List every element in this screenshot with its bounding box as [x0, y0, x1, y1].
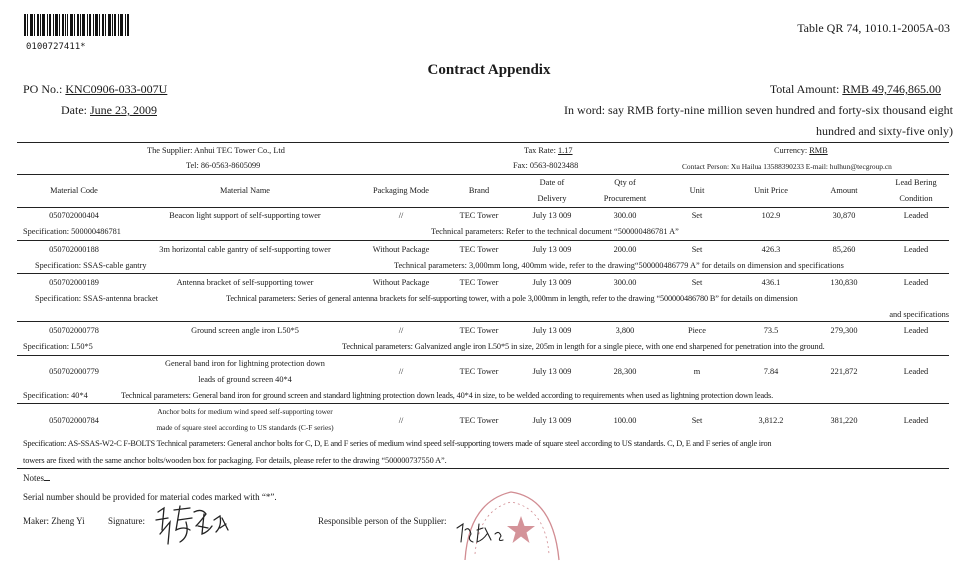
col-material-name: Material Name [220, 186, 270, 195]
barcode-number: 0100727411* [26, 42, 86, 52]
tax-rate-label: Tax Rate: [524, 146, 556, 155]
row-3-delivery: July 13 009 [532, 326, 572, 335]
row-1-price: 426.3 [761, 245, 781, 254]
row-0-pack: // [398, 211, 404, 220]
row-1-brand: TEC Tower [459, 245, 499, 254]
currency: RMB [809, 146, 828, 155]
row-3-brand: TEC Tower [459, 326, 499, 335]
supplier-fax: Fax: 0563-8023488 [513, 161, 579, 170]
col-qty-1: Qty of [614, 178, 636, 187]
divider [17, 403, 949, 404]
signature-label: Signature: [108, 516, 145, 526]
row-2-lead: Leaded [903, 278, 929, 287]
row-1-tech: Technical parameters: 3,000mm long, 400mm wide, refer to the drawing“500000486779 A” for details on dimension and specifications [394, 261, 844, 270]
supplier-name: The Supplier: Anhui TEC Tower Co., Ltd [147, 146, 285, 155]
row-1-spec: Specification: SSAS-cable gantry [35, 261, 147, 270]
maker-signature [150, 500, 240, 548]
row-5-brand: TEC Tower [459, 416, 499, 425]
col-material-code: Material Code [50, 186, 98, 195]
row-4-name-2: leads of ground screen 40*4 [198, 375, 292, 384]
row-3-spec: Specification: L50*5 [23, 342, 93, 351]
row-5-amount: 381,220 [830, 416, 858, 425]
total-amount-line [770, 82, 941, 97]
row-2-brand: TEC Tower [459, 278, 499, 287]
row-4-delivery: July 13 009 [532, 367, 572, 376]
row-2-code: 050702000189 [49, 278, 99, 287]
row-5-name-1: Anchor bolts for medium wind speed self-supporting tower [157, 407, 333, 416]
col-brand: Brand [468, 186, 490, 195]
responsible-person-label: Responsible person of the Supplier: [318, 516, 447, 526]
row-4-spec: Specification: 40*4 [23, 391, 88, 400]
row-0-delivery: July 13 009 [532, 211, 572, 220]
divider [17, 174, 949, 175]
divider [17, 273, 949, 274]
maker: Maker: Zheng Yi [23, 516, 85, 526]
row-2-tech-cont: and specifications [889, 310, 949, 319]
row-1-lead: Leaded [903, 245, 929, 254]
row-5-delivery: July 13 009 [532, 416, 572, 425]
currency-label: Currency: [774, 146, 808, 155]
row-4-qty: 28,300 [613, 367, 637, 376]
col-delivery-2: Delivery [537, 194, 567, 203]
row-0-code: 050702000404 [49, 211, 99, 220]
po-number: KNC0906-033-007U [65, 82, 168, 96]
row-4-unit: m [693, 367, 701, 376]
col-delivery-1: Date of [539, 178, 565, 187]
row-2-pack: Without Package [372, 278, 430, 287]
supplier-seal [455, 484, 567, 564]
divider [17, 240, 949, 241]
col-lead-2: Condition [899, 194, 933, 203]
row-1-amount: 85,260 [832, 245, 856, 254]
divider [17, 468, 949, 469]
row-0-spec: Specification: 500000486781 [23, 227, 121, 236]
barcode [24, 14, 132, 44]
col-lead-1: Lead Bering [895, 178, 937, 187]
row-4-name-1: General band iron for lightning protection down [165, 359, 325, 368]
row-1-code: 050702000188 [49, 245, 99, 254]
row-1-delivery: July 13 009 [532, 245, 572, 254]
page-title: Contract Appendix [427, 62, 551, 78]
row-3-unit: Piece [688, 326, 706, 335]
row-2-tech: Technical parameters: Series of general antenna brackets for self-supporting tower, with a pole 3,000mm in length, refer to the drawing “500000486780 B” for details on dimension [226, 294, 798, 303]
row-0-tech: Technical parameters: Refer to the technical document “500000486781 A” [431, 227, 679, 236]
row-4-pack: // [398, 367, 404, 376]
row-3-qty: 3,800 [615, 326, 635, 335]
date-label: Date: [61, 103, 87, 117]
divider [17, 142, 949, 143]
amount-in-words-line2: hundred and sixty-five only) [816, 124, 953, 138]
row-5-tech: towers are fixed with the same anchor bolts/wooden box for packaging. For details, please refer to the drawing “500000737550 A”. [23, 456, 447, 465]
serial-note: Serial number should be provided for material codes marked with “*”. [23, 492, 277, 502]
row-5-code: 050702000784 [49, 416, 99, 425]
row-4-code: 050702000779 [49, 367, 99, 376]
row-0-amount: 30,870 [832, 211, 856, 220]
row-3-lead: Leaded [903, 326, 929, 335]
row-5-price: 3,812.2 [758, 416, 784, 425]
divider [17, 355, 949, 356]
row-5-unit: Set [691, 416, 703, 425]
col-unit: Unit [689, 186, 705, 195]
row-0-lead: Leaded [903, 211, 929, 220]
row-4-tech: Technical parameters: General band iron for ground screen and standard lightning protection down leads, 40*4 in size, to be welded according to requirements when used as lightning protection down leads. [121, 391, 774, 400]
amount-in-words-line1: In word: say RMB forty-nine million seven hundred and forty-six thousand eight [564, 103, 953, 117]
po-number-line [23, 82, 167, 97]
row-0-name: Beacon light support of self-supporting tower [169, 211, 321, 220]
table-reference: Table QR 74, 1010.1-2005A-03 [797, 21, 950, 35]
row-2-qty: 300.00 [613, 278, 637, 287]
row-4-amount: 221,872 [830, 367, 858, 376]
row-3-name: Ground screen angle iron L50*5 [191, 326, 299, 335]
row-5-pack: // [398, 416, 404, 425]
row-3-tech: Technical parameters: Galvanized angle iron L50*5 in size, 205m in length for a single piece, with one end sharpened for penetration into the ground. [342, 342, 825, 351]
row-2-price: 436.1 [761, 278, 781, 287]
row-2-spec: Specification: SSAS-antenna bracket [35, 294, 159, 303]
row-1-qty: 200.00 [613, 245, 637, 254]
row-3-price: 73.5 [763, 326, 779, 335]
row-2-amount: 130,830 [830, 278, 858, 287]
row-2-name: Antenna bracket of self-supporting tower [176, 278, 314, 287]
row-1-name: 3m horizontal cable gantry of self-supporting tower [159, 245, 331, 254]
row-0-price: 102.9 [761, 211, 781, 220]
row-0-brand: TEC Tower [459, 211, 499, 220]
col-qty-2: Procurement [603, 194, 647, 203]
row-5-qty: 100.00 [613, 416, 637, 425]
row-3-code: 050702000778 [49, 326, 99, 335]
row-1-unit: Set [691, 245, 703, 254]
row-3-amount: 279,300 [830, 326, 858, 335]
total-label: Total Amount: [769, 82, 840, 96]
divider [17, 207, 949, 208]
row-2-unit: Set [691, 278, 703, 287]
supplier-tel: Tel: 86-0563-8605099 [186, 161, 261, 170]
row-1-pack: Without Package [372, 245, 430, 254]
col-unit-price: Unit Price [754, 186, 788, 195]
row-0-qty: 300.00 [613, 211, 637, 220]
tax-rate-line [524, 146, 573, 155]
contact-person: Contact Person: Xu Hailua 13588390233 E-mail: hulhun@tecgroup.cn [682, 162, 892, 171]
divider [17, 321, 949, 322]
row-0-unit: Set [691, 211, 703, 220]
row-4-price: 7.84 [763, 367, 779, 376]
contract-date: June 23, 2009 [90, 103, 157, 117]
total-amount: RMB 49,746,865.00 [842, 82, 941, 96]
notes-label: Notes [23, 473, 50, 483]
row-5-lead: Leaded [903, 416, 929, 425]
row-4-lead: Leaded [903, 367, 929, 376]
date-line [61, 103, 157, 118]
po-label: PO No.: [23, 82, 63, 96]
tax-rate: 1.17 [557, 146, 573, 155]
row-3-pack: // [398, 326, 404, 335]
col-packaging-mode: Packaging Mode [373, 186, 429, 195]
row-5-spec: Specification: AS-SSAS-W2-C F-BOLTS Technical parameters: General anchor bolts for C, D, E and F series of medium wind speed self-supporting towers made of square steel according to US standards. C, D, E and F series of angle iron [23, 439, 772, 448]
row-2-delivery: July 13 009 [532, 278, 572, 287]
row-4-brand: TEC Tower [459, 367, 499, 376]
currency-line [774, 146, 828, 155]
row-5-name-2: made of square steel according to US standards (C-F series) [156, 423, 334, 432]
col-amount: Amount [830, 186, 858, 195]
